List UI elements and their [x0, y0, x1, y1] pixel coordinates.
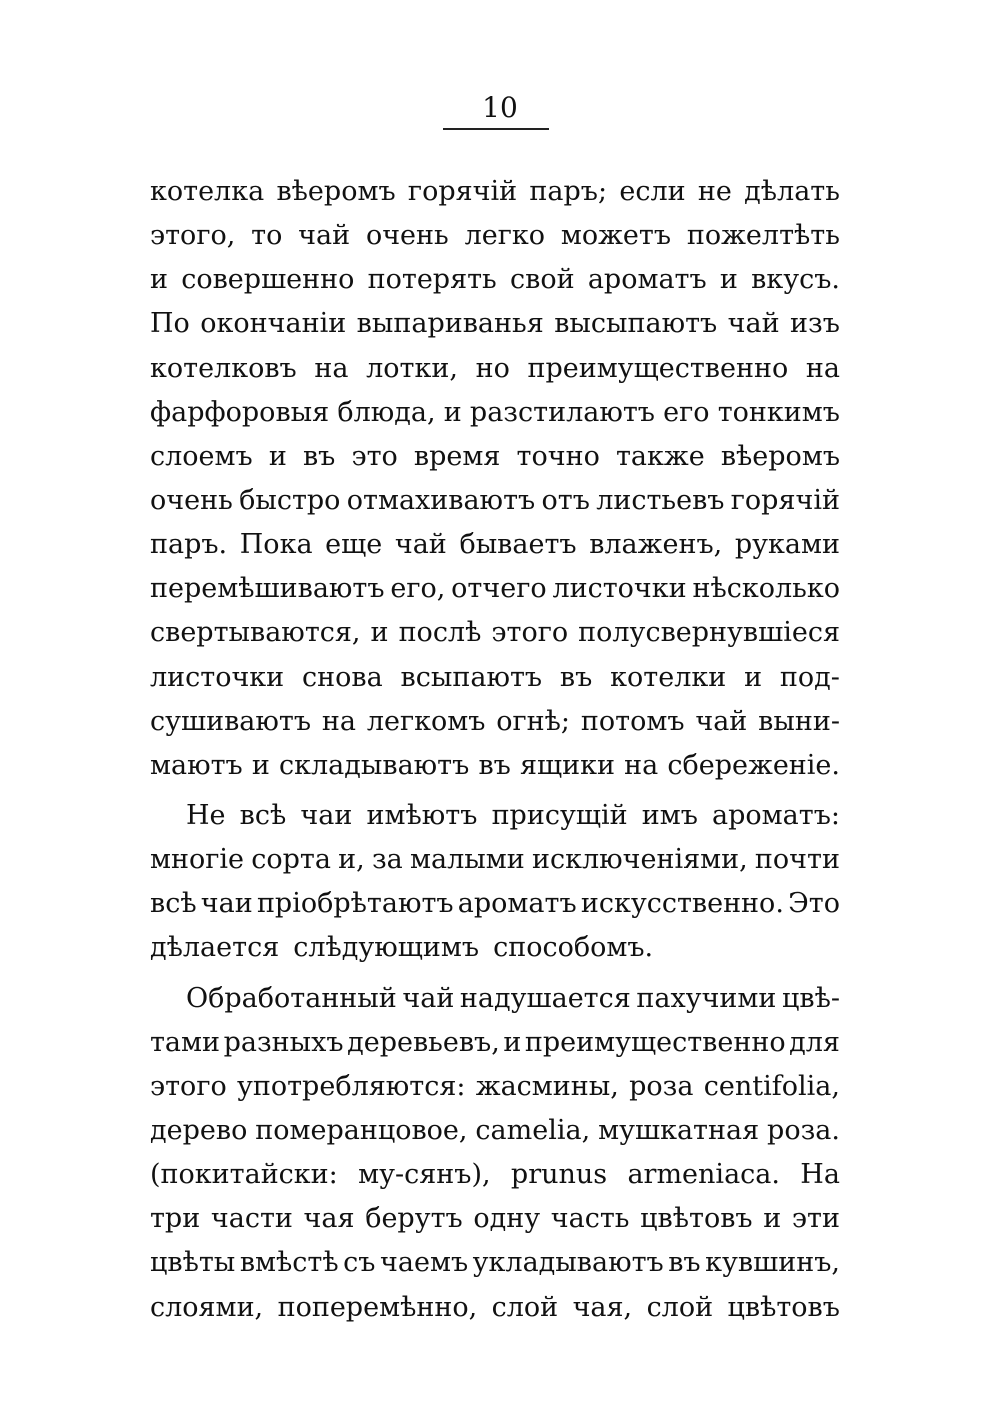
text-line: всѣ чаи пріобрѣтаютъ ароматъ искусственно. Это: [150, 888, 840, 920]
text-line: свертываются, и послѣ этого полусвернувшіеся: [150, 617, 840, 649]
paragraph: [150, 170, 840, 788]
text-line: фарфоровыя блюда, и разстилаютъ его тонкимъ: [150, 396, 840, 428]
text-line: паръ. Пока еще чай бываетъ влаженъ, руками: [150, 529, 840, 561]
body-text: [150, 170, 840, 1330]
text-line: котелковъ на лотки, но преимущественно на: [150, 352, 840, 384]
text-line: котелка вѣеромъ горячій паръ; если не дѣлать: [150, 176, 840, 207]
page-number: 10: [482, 91, 518, 124]
text-line: Обработанный чай надушается пахучими цвѣ-: [186, 982, 840, 1014]
text-line: очень быстро отмахиваютъ отъ листьевъ горячій: [150, 484, 840, 516]
text-line: и совершенно потерять свой ароматъ и вкусъ.: [150, 264, 840, 296]
text-line: цвѣты вмѣстѣ съ чаемъ укладываютъ въ кувшинъ,: [150, 1247, 840, 1279]
text-line: По окончаніи выпариванья высыпаютъ чай изъ: [150, 308, 840, 340]
text-line: Не всѣ чаи имѣютъ присущій имъ ароматъ:: [186, 799, 840, 831]
text-line: многіе сорта и, за малыми исключеніями, почти: [150, 844, 840, 876]
paragraph: [150, 794, 840, 971]
text-line: слоемъ и въ это время точно также вѣеромъ: [150, 440, 840, 472]
text-line: этого, то чай очень легко можетъ пожелтѣть: [150, 220, 840, 252]
text-line: перемѣшиваютъ его, отчего листочки нѣсколько: [150, 573, 840, 605]
text-line: тами разныхъ деревьевъ, и преимущественно для: [150, 1026, 840, 1058]
text-line: слоями, поперемѣнно, слой чая, слой цвѣтовъ: [150, 1291, 840, 1323]
text-line: дерево померанцовое, camelia, мушкатная роза.: [150, 1114, 840, 1146]
text-line: этого употребляются: жасмины, роза centifolia,: [150, 1070, 840, 1102]
text-line: (покитайски: му-сянъ), prunus armeniaca. На: [150, 1159, 840, 1191]
text-line: листочки снова всыпаютъ въ котелки и под-: [150, 661, 840, 693]
text-line: три части чая берутъ одну часть цвѣтовъ и эти: [150, 1203, 840, 1235]
paragraph: [150, 977, 840, 1330]
text-line: маютъ и складываютъ въ ящики на сбереженіе.: [150, 749, 840, 781]
text-line: сушиваютъ на легкомъ огнѣ; потомъ чай выни-: [150, 705, 840, 737]
page-number-rule: [443, 128, 549, 130]
text-line: дѣлается слѣдующимъ способомъ.: [150, 932, 654, 964]
